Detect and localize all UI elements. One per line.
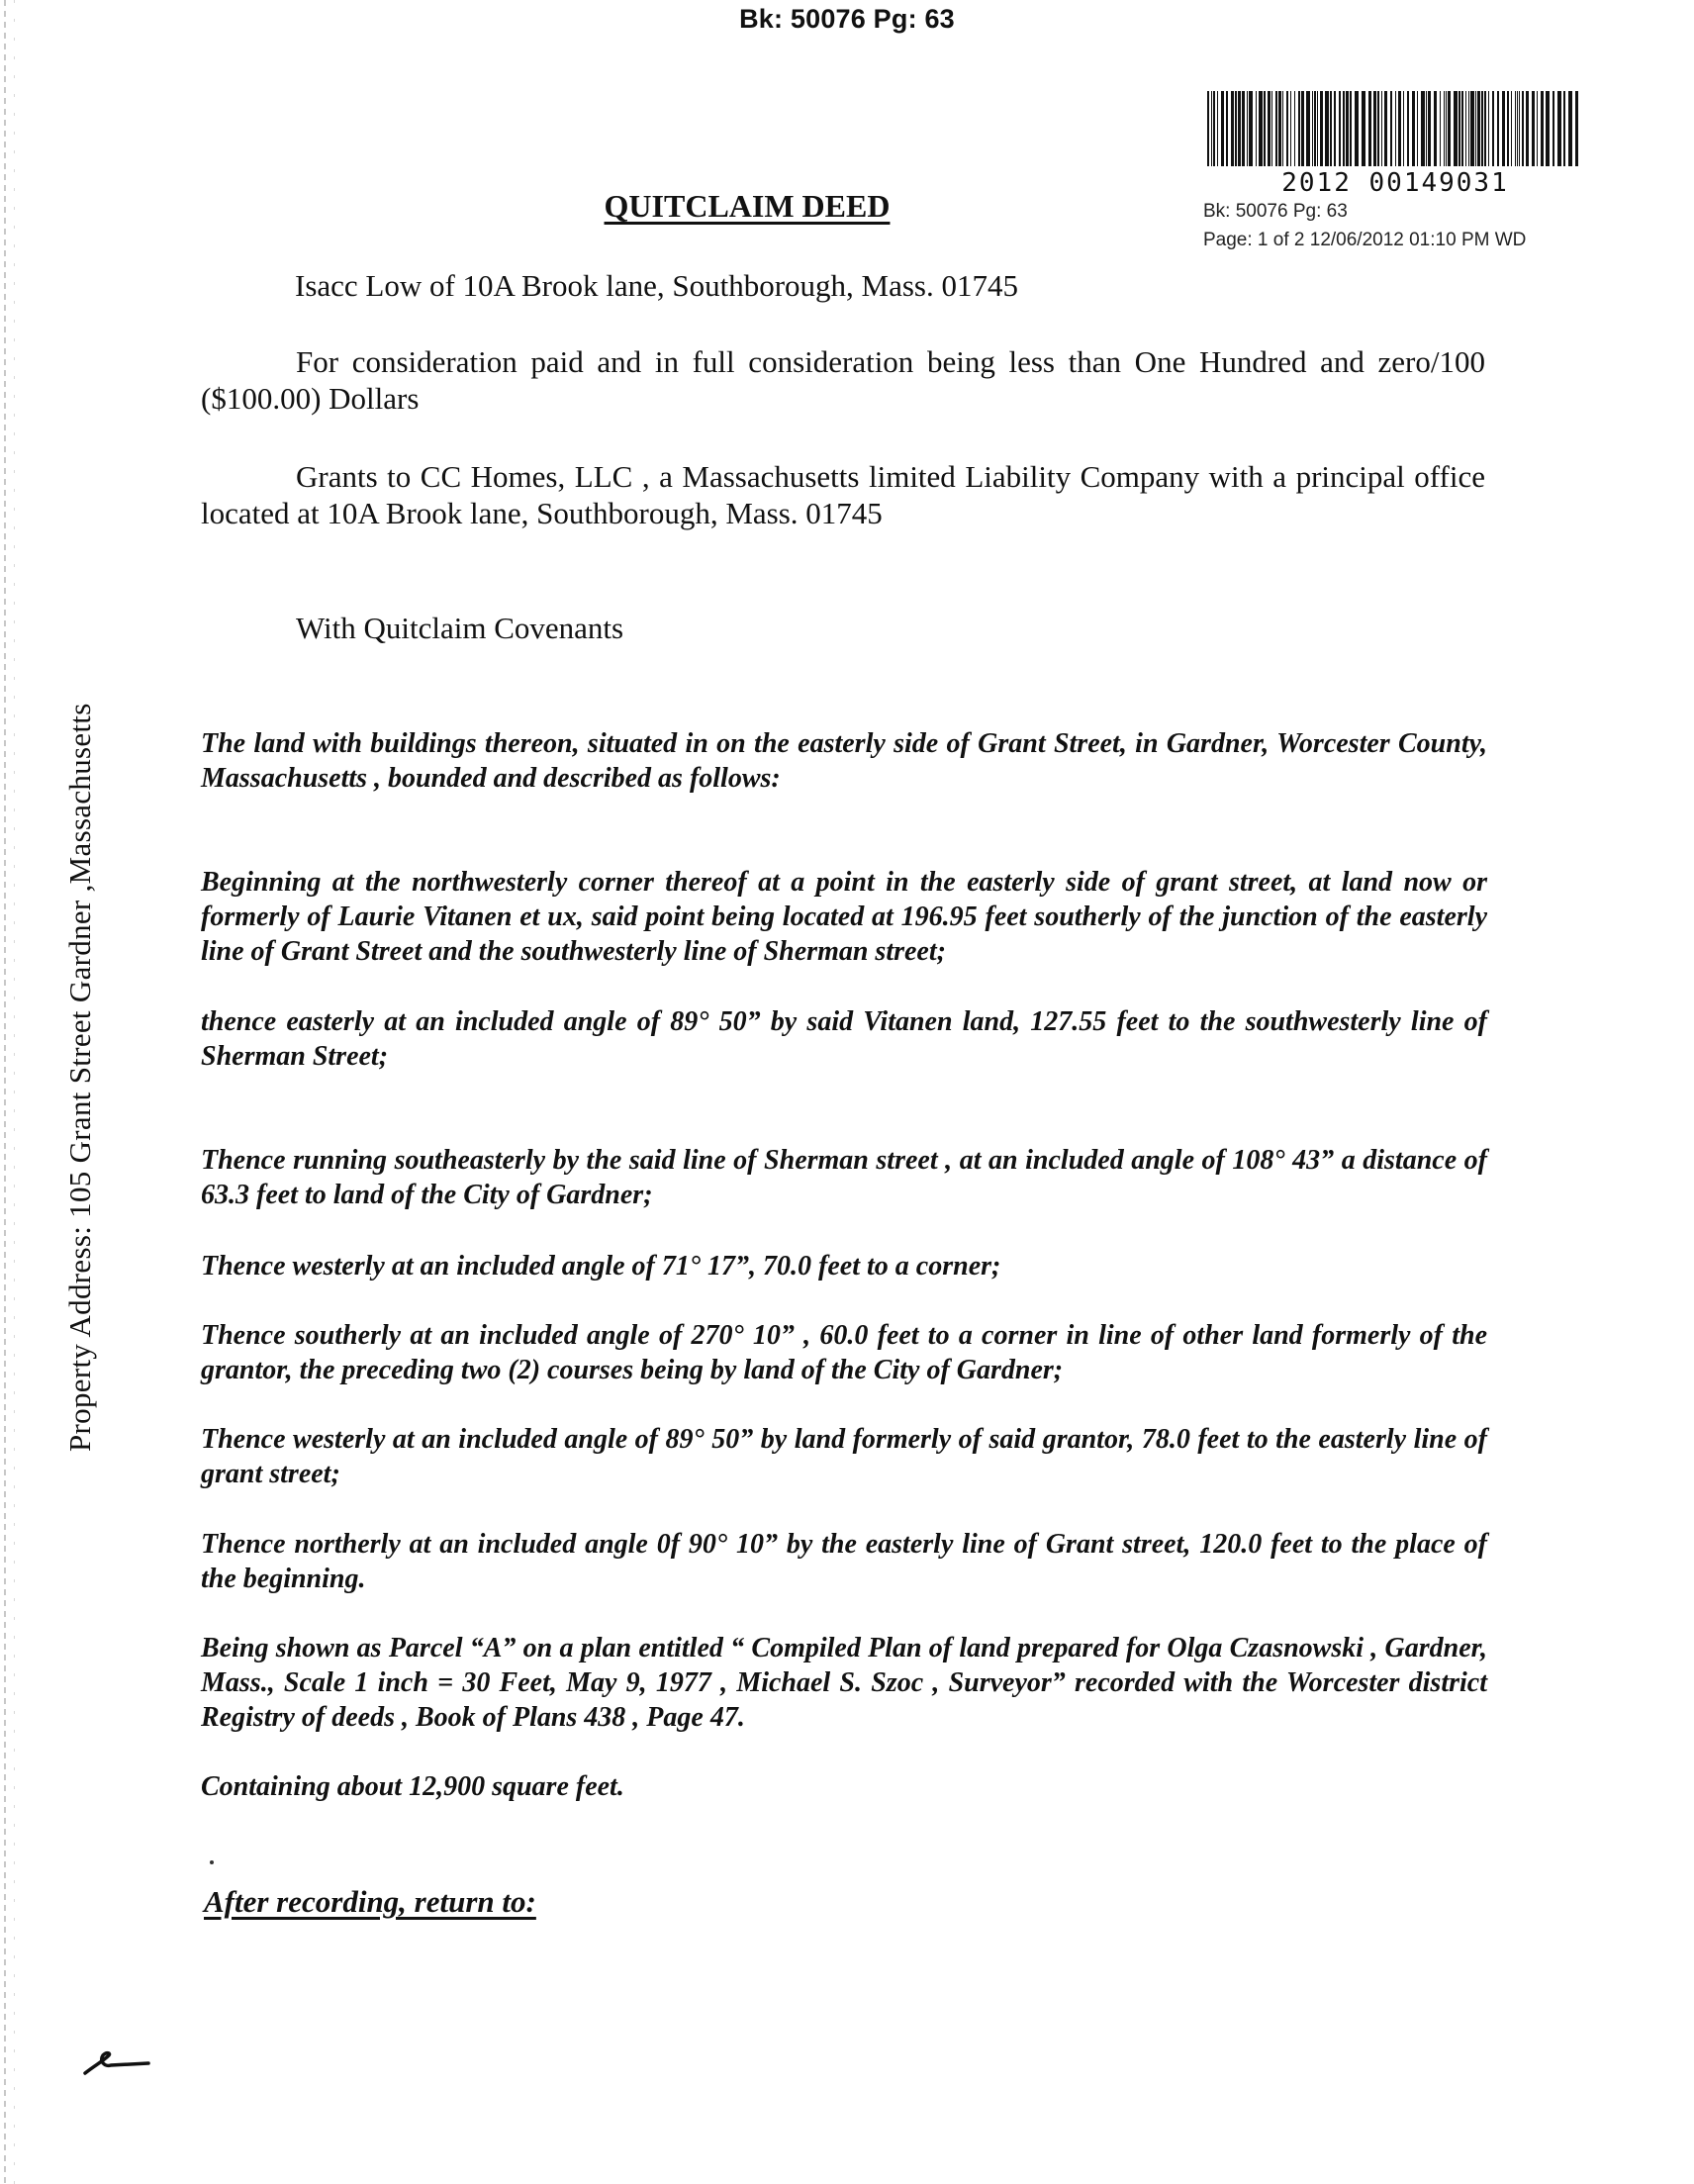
barcode-bar xyxy=(1502,91,1505,166)
barcode-bar xyxy=(1440,91,1441,166)
barcode-bar xyxy=(1519,91,1520,166)
barcode-bar xyxy=(1428,91,1431,166)
barcode-bar xyxy=(1541,91,1544,166)
stray-mark xyxy=(210,1860,214,1864)
course-4: Thence westerly at an included angle of 71° 17”, 70.0 feet to a corner; xyxy=(201,1251,1001,1282)
barcode-bar xyxy=(1242,91,1245,166)
barcode-bar xyxy=(1377,91,1379,166)
barcode-bar xyxy=(1226,91,1228,166)
barcode-bar xyxy=(1459,91,1460,166)
course-2: thence easterly at an included angle of 89° 50” by said Vitanen land, 127.55 feet to the southwesterly line of Sherman Street; xyxy=(201,1006,1487,1072)
barcode-bar xyxy=(1256,91,1257,166)
area-statement: Containing about 12,900 square feet. xyxy=(201,1771,624,1802)
barcode-bar xyxy=(1477,91,1480,166)
barcode-bar xyxy=(1235,91,1237,166)
barcode-bar xyxy=(1484,91,1486,166)
barcode-bar xyxy=(1211,91,1212,166)
barcode-bar xyxy=(1454,91,1458,166)
grantor-paragraph: Isacc Low of 10A Brook lane, Southborough, Mass. 01745 xyxy=(295,268,1018,303)
barcode-bar xyxy=(1238,91,1241,166)
stamp-page-info: Page: 1 of 2 12/06/2012 01:10 PM WD xyxy=(1203,230,1527,250)
barcode-bar xyxy=(1426,91,1427,166)
barcode-bar xyxy=(1492,91,1494,166)
barcode-bar xyxy=(1398,91,1401,166)
barcode-bar xyxy=(1312,91,1313,166)
course-3: Thence running southeasterly by the said line of Sherman street , at an included angle of 108° 43” a distance of 63.3 feet to land of the City of Gardner; xyxy=(201,1145,1487,1210)
barcode-bar xyxy=(1249,91,1253,166)
barcode-bar xyxy=(1421,91,1425,166)
course-7: Thence northerly at an included angle 0f 90° 10” by the easterly line of Grant street, 120.0 feet to the place of the beginning. xyxy=(201,1529,1487,1594)
barcode-bar xyxy=(1271,91,1272,166)
barcode-bar xyxy=(1213,91,1215,166)
barcode-bar xyxy=(1468,91,1469,166)
barcode-bar xyxy=(1320,91,1323,166)
barcode-bar xyxy=(1537,91,1538,166)
barcode-bar xyxy=(1381,91,1382,166)
barcode-bar xyxy=(1568,91,1572,166)
barcode-bar xyxy=(1207,91,1209,166)
barcode-bar xyxy=(1575,91,1578,166)
book-page-header: Bk: 50076 Pg: 63 xyxy=(739,4,955,34)
covenants-line: With Quitclaim Covenants xyxy=(296,611,624,645)
barcode-bar xyxy=(1488,91,1489,166)
consideration-paragraph: For consideration paid and in full consideration being less than One Hundred and zero/100 ($100.00) Dollars xyxy=(201,344,1485,416)
course-5: Thence southerly at an included angle of 270° 10” , 60.0 feet to a corner in line of other land formerly of the grantor, the preceding two (2) courses being by land of the City of Gardner; xyxy=(201,1320,1487,1385)
barcode-bar xyxy=(1373,91,1376,166)
barcode-bar xyxy=(1384,91,1387,166)
barcode-bar xyxy=(1346,91,1349,166)
barcode-bar xyxy=(1343,91,1345,166)
barcode-bar xyxy=(1407,91,1409,166)
barcode-bar xyxy=(1268,91,1270,166)
barcode-bar xyxy=(1470,91,1474,166)
barcode-bar xyxy=(1511,91,1512,166)
barcode-bar xyxy=(1515,91,1516,166)
barcode-bar xyxy=(1507,91,1509,166)
grantee-paragraph: Grants to CC Homes, LLC , a Massachusetts limited Liability Company with a principal office located at 10A Brook lane, Southborough, Mass. 01745 xyxy=(201,459,1485,530)
barcode-bar xyxy=(1355,91,1359,166)
property-address-margin: Property Address: 105 Grant Street Gardner ,Massachusetts xyxy=(62,703,97,1452)
barcode-bar xyxy=(1330,91,1332,166)
barcode xyxy=(1205,91,1585,166)
plan-reference: Being shown as Parcel “A” on a plan entitled “ Compiled Plan of land prepared for Olga Czasnowski , Gardner, Mass., Scale 1 inch = 30 Feet, May 9, 1977 , Michael S. Szoc , Surveyor” recorded with the Worcester district Registry of deeds , Book of Plans 438 , Page 47. xyxy=(201,1633,1487,1733)
barcode-bar xyxy=(1546,91,1550,166)
barcode-bar xyxy=(1390,91,1392,166)
barcode-bar xyxy=(1403,91,1404,166)
barcode-bar xyxy=(1517,91,1518,166)
barcode-bar xyxy=(1339,91,1341,166)
barcode-bar xyxy=(1557,91,1561,166)
barcode-bar xyxy=(1368,91,1371,166)
barcode-bar xyxy=(1465,91,1466,166)
barcode-bar xyxy=(1395,91,1396,166)
barcode-bar xyxy=(1412,91,1415,166)
barcode-bar xyxy=(1417,91,1418,166)
barcode-bar xyxy=(1264,91,1266,166)
barcode-bar xyxy=(1350,91,1352,166)
barcode-bar xyxy=(1522,91,1524,166)
barcode-bar xyxy=(1448,91,1451,166)
barcode-bar xyxy=(1444,91,1445,166)
barcode-bar xyxy=(1231,91,1234,166)
barcode-bar xyxy=(1317,91,1318,166)
barcode-bar xyxy=(1301,91,1304,166)
barcode-bar xyxy=(1294,91,1295,166)
barcode-bar xyxy=(1553,91,1554,166)
after-recording-heading: After recording, return to: xyxy=(204,1884,536,1919)
barcode-bar xyxy=(1247,91,1248,166)
barcode-bar xyxy=(1532,91,1535,166)
stamp-book-page: Bk: 50076 Pg: 63 xyxy=(1203,201,1348,222)
course-6: Thence westerly at an included angle of 89° 50” by land formerly of said grantor, 78.0 feet to the easterly line of grant street; xyxy=(201,1424,1487,1489)
barcode-bar xyxy=(1298,91,1300,166)
description-intro: The land with buildings thereon, situated in on the easterly side of Grant Street, in Gardner, Worcester County, Massachusetts , bounded and described as follows: xyxy=(201,728,1487,794)
barcode-bar xyxy=(1325,91,1329,166)
barcode-bar xyxy=(1461,91,1463,166)
barcode-number: 2012 00149031 xyxy=(1281,168,1509,198)
barcode-bar xyxy=(1282,91,1283,166)
barcode-bar xyxy=(1475,91,1476,166)
barcode-bar xyxy=(1221,91,1224,166)
barcode-bar xyxy=(1314,91,1316,166)
barcode-bar xyxy=(1434,91,1437,166)
handwritten-initial xyxy=(81,2043,152,2083)
document-title: QUITCLAIM DEED xyxy=(604,188,891,224)
course-1: Beginning at the northwesterly corner thereof at a point in the easterly side of grant street, at land now or formerly of Laurie Vitanen et ux, said point being located at 196.95 feet southerly of the junction of the easterly line of Grant Street and the southwesterly line of Sherman street; xyxy=(201,867,1487,967)
barcode-bar xyxy=(1217,91,1218,166)
barcode-bar xyxy=(1278,91,1281,166)
scan-edge xyxy=(4,0,6,2184)
barcode-bar xyxy=(1362,91,1365,166)
barcode-bar xyxy=(1526,91,1529,166)
barcode-bar xyxy=(1481,91,1483,166)
barcode-bar xyxy=(1275,91,1277,166)
scan-edge-inner xyxy=(14,0,15,2184)
barcode-bar xyxy=(1334,91,1336,166)
barcode-bar xyxy=(1286,91,1288,166)
barcode-bar xyxy=(1290,91,1291,166)
barcode-bar xyxy=(1497,91,1499,166)
barcode-bar xyxy=(1259,91,1263,166)
barcode-bar xyxy=(1306,91,1310,166)
barcode-bar xyxy=(1563,91,1565,166)
barcode-bar xyxy=(1446,91,1447,166)
